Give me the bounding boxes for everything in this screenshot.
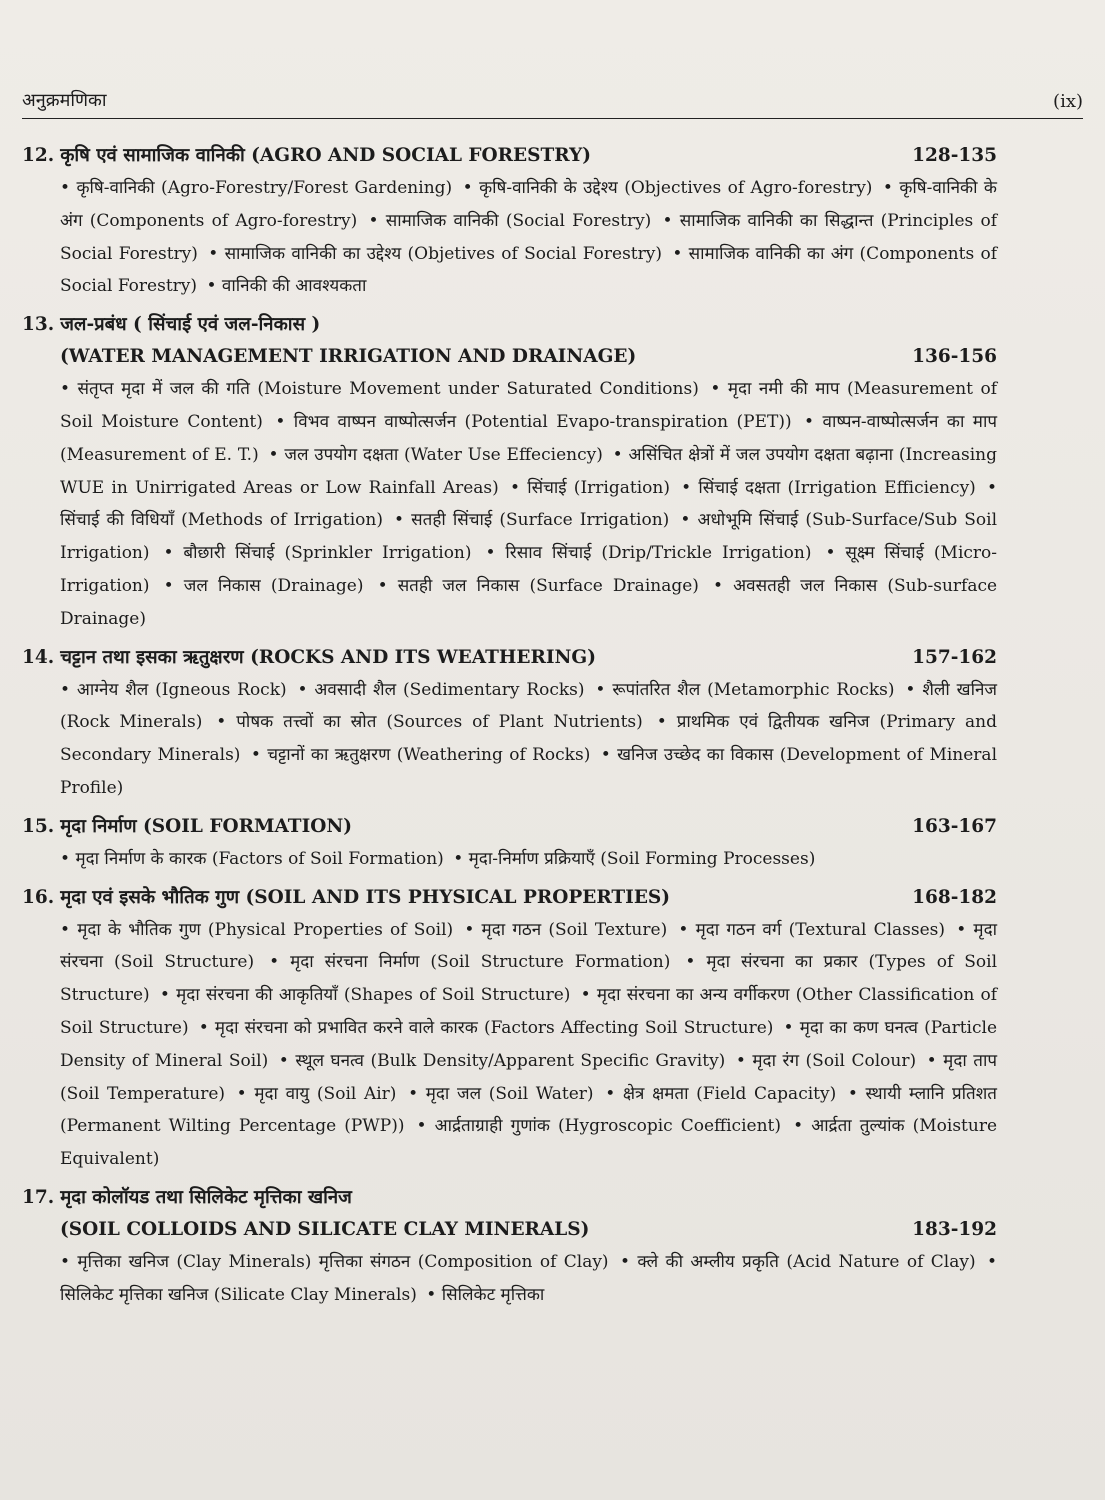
- toc-entry-topics: [22, 914, 997, 1176]
- toc-topic: • सतही जल निकास (Surface Drainage): [378, 576, 699, 596]
- toc-entry-title: चट्टान तथा इसका ऋतुक्षरण (ROCKS AND ITS WEATHERING): [60, 646, 596, 668]
- toc-topic: • मृदा संरचना का प्रकार (Types of Soil Structure): [60, 952, 997, 1005]
- toc-entry: [22, 882, 997, 1176]
- toc-topic: • अवसादी शैल (Sedimentary Rocks): [298, 680, 585, 700]
- toc-entry-title: जल-प्रबंध ( सिंचाई एवं जल-निकास ): [60, 314, 321, 336]
- toc-topic: • मृदा संरचना निर्माण (Soil Structure Formation): [269, 952, 670, 972]
- toc-topic: • चट्टानों का ऋतुक्षरण (Weathering of Rocks): [251, 745, 591, 765]
- toc-topic: • मृदा के भौतिक गुण (Physical Properties of Soil): [60, 920, 453, 940]
- toc-entry-pages: 168-182: [912, 886, 997, 908]
- toc-topic: • सिंचाई दक्षता (Irrigation Efficiency): [681, 478, 976, 498]
- toc-entry: [22, 642, 997, 805]
- toc-entry-heading: [22, 1182, 997, 1214]
- toc-topic: • मृदा वायु (Soil Air): [237, 1084, 397, 1104]
- toc-entry-number: 13.: [22, 314, 55, 336]
- toc-topic: • मृदा संरचना (Soil Structure): [60, 920, 997, 973]
- toc-topic: • मृदा रंग (Soil Colour): [736, 1051, 916, 1071]
- toc-topic: • सतही सिंचाई (Surface Irrigation): [394, 510, 669, 530]
- toc-topic: • मृदा-निर्माण प्रक्रियाएँ (Soil Forming Processes): [453, 849, 815, 869]
- toc-entry-subtitle: (WATER MANAGEMENT IRRIGATION AND DRAINAGE): [60, 346, 637, 368]
- toc-entry-heading: [22, 140, 997, 172]
- toc-topic: • स्थायी म्लानि प्रतिशत (Permanent Wilting Percentage (PWP)): [60, 1084, 997, 1137]
- toc-entry-pages: 163-167: [912, 815, 997, 837]
- toc-topic: • आर्द्रताग्राही गुणांक (Hygroscopic Coefficient): [417, 1116, 781, 1136]
- toc-topic: • सामाजिक वानिकी का अंग (Components of Social Forestry): [60, 244, 997, 297]
- toc-entry-topics: [22, 1246, 997, 1312]
- toc-topic: • पोषक तत्त्वों का स्रोत (Sources of Plant Nutrients): [216, 712, 643, 732]
- toc-entry-title: मृदा एवं इसके भौतिक गुण (SOIL AND ITS PHYSICAL PROPERTIES): [60, 886, 671, 908]
- toc-entry-pages: 128-135: [912, 145, 997, 166]
- toc-topic: • मृदा संरचना की आकृतियाँ (Shapes of Soil Structure): [160, 985, 571, 1005]
- toc-topic: • मृदा निर्माण के कारक (Factors of Soil Formation): [60, 849, 444, 869]
- toc-entry-number: 17.: [22, 1186, 55, 1208]
- toc-topic: • सामाजिक वानिकी का सिद्धान्त (Principles of Social Forestry): [60, 211, 997, 264]
- toc-entry-heading: [22, 642, 997, 674]
- toc-topic: • सूक्ष्म सिंचाई (Micro-Irrigation): [60, 543, 997, 596]
- toc-topic: • जल उपयोग दक्षता (Water Use Effeciency): [269, 445, 603, 465]
- toc-topic: • असिंचित क्षेत्रों में जल उपयोग दक्षता बढ़ाना (Increasing WUE in Unirrigated Areas or Low Rainfall Areas): [60, 445, 997, 498]
- toc-entry-title: मृदा निर्माण (SOIL FORMATION): [60, 815, 353, 837]
- toc-entry-subtitle: (SOIL COLLOIDS AND SILICATE CLAY MINERALS): [60, 1218, 590, 1240]
- toc-topic: • बौछारी सिंचाई (Sprinkler Irrigation): [163, 543, 471, 563]
- toc-topic: • वानिकी की आवश्यकता: [206, 276, 366, 296]
- toc-topic: • आग्नेय शैल (Igneous Rock): [60, 680, 287, 700]
- toc-entry: [22, 811, 997, 876]
- toc-entry: [22, 1182, 997, 1312]
- toc-topic: • सिंचाई की विधियाँ (Methods of Irrigation): [60, 478, 997, 531]
- table-of-contents: [22, 140, 997, 1318]
- toc-entry-pages: 136-156: [912, 346, 997, 368]
- toc-entry-subtitle-row: [22, 341, 997, 373]
- toc-topic: • विभव वाष्पन वाष्पोत्सर्जन (Potential Evapo-transpiration (PET)): [275, 412, 791, 432]
- toc-entry: [22, 140, 997, 303]
- toc-topic: • मृत्तिका खनिज (Clay Minerals) मृत्तिका संगठन (Composition of Clay): [60, 1252, 609, 1272]
- toc-topic: • सिंचाई (Irrigation): [510, 478, 670, 498]
- toc-topic: • शैली खनिज (Rock Minerals): [60, 680, 997, 733]
- toc-entry-topics: [22, 172, 997, 303]
- toc-entry-title: कृषि एवं सामाजिक वानिकी (AGRO AND SOCIAL FORESTRY): [60, 145, 592, 166]
- toc-topic: • मृदा संरचना को प्रभावित करने वाले कारक (Factors Affecting Soil Structure): [199, 1018, 774, 1038]
- toc-topic: • मृदा नमी की माप (Measurement of Soil Moisture Content): [60, 379, 997, 432]
- toc-entry-number: 14.: [22, 646, 55, 668]
- toc-entry-pages: 157-162: [912, 646, 997, 668]
- toc-topic: • मृदा जल (Soil Water): [408, 1084, 593, 1104]
- toc-topic: • रिसाव सिंचाई (Drip/Trickle Irrigation): [485, 543, 811, 563]
- toc-topic: • जल निकास (Drainage): [164, 576, 364, 596]
- toc-entry-subtitle-row: [22, 1214, 997, 1246]
- toc-entry-number: 12.: [22, 145, 55, 166]
- toc-topic: • सिलिकेट मृत्तिका: [426, 1285, 544, 1305]
- toc-topic: • स्थूल घनत्व (Bulk Density/Apparent Specific Gravity): [279, 1051, 726, 1071]
- toc-topic: • कृषि-वानिकी के अंग (Components of Agro-forestry): [60, 178, 997, 231]
- page-number: (ix): [1053, 91, 1083, 112]
- toc-topic: • मृदा संरचना का अन्य वर्गीकरण (Other Classification of Soil Structure): [60, 985, 997, 1038]
- page-header: [22, 82, 1083, 119]
- toc-topic: • आर्द्रता तुल्यांक (Moisture Equivalent): [60, 1116, 997, 1169]
- toc-entry-number: 15.: [22, 815, 55, 837]
- toc-topic: • क्ले की अम्लीय प्रकृति (Acid Nature of Clay): [620, 1252, 976, 1272]
- toc-entry-topics: [22, 843, 997, 876]
- toc-entry-heading: [22, 811, 997, 843]
- toc-topic: • कृषि-वानिकी (Agro-Forestry/Forest Gardening): [60, 178, 452, 198]
- toc-entry-title: मृदा कोलॉयड तथा सिलिकेट मृत्तिका खनिज: [60, 1186, 352, 1208]
- toc-topic: • रूपांतरित शैल (Metamorphic Rocks): [595, 680, 894, 700]
- toc-entry-heading: [22, 882, 997, 914]
- toc-topic: • मृदा गठन वर्ग (Textural Classes): [678, 920, 945, 940]
- toc-entry-number: 16.: [22, 886, 55, 908]
- toc-entry-topics: [22, 674, 997, 805]
- toc-topic: • अवसतही जल निकास (Sub-surface Drainage): [60, 576, 997, 629]
- header-title: अनुक्रमणिका: [22, 90, 107, 111]
- toc-topic: • अधोभूमि सिंचाई (Sub-Surface/Sub Soil Irrigation): [60, 510, 997, 563]
- toc-topic: • सामाजिक वानिकी का उद्देश्य (Objetives of Social Forestry): [208, 244, 662, 264]
- toc-topic: • प्राथमिक एवं द्वितीयक खनिज (Primary and Secondary Minerals): [60, 712, 997, 765]
- toc-entry-pages: 183-192: [912, 1218, 997, 1240]
- toc-topic: • सिलिकेट मृत्तिका खनिज (Silicate Clay Minerals): [60, 1252, 997, 1305]
- toc-topic: • खनिज उच्छेद का विकास (Development of Mineral Profile): [60, 745, 997, 798]
- toc-topic: • सामाजिक वानिकी (Social Forestry): [368, 211, 651, 231]
- toc-topic: • संतृप्त मृदा में जल की गति (Moisture Movement under Saturated Conditions): [60, 379, 699, 399]
- toc-topic: • मृदा गठन (Soil Texture): [464, 920, 667, 940]
- toc-topic: • कृषि-वानिकी के उद्देश्य (Objectives of Agro-forestry): [463, 178, 873, 198]
- toc-entry-topics: [22, 373, 997, 635]
- toc-entry-heading: [22, 309, 997, 341]
- toc-entry: [22, 309, 997, 635]
- toc-topic: • मृदा का कण घनत्व (Particle Density of Mineral Soil): [60, 1018, 997, 1071]
- toc-topic: • मृदा ताप (Soil Temperature): [60, 1051, 997, 1104]
- toc-topic: • क्षेत्र क्षमता (Field Capacity): [605, 1084, 836, 1104]
- toc-topic: • वाष्पन-वाष्पोत्सर्जन का माप (Measurement of E. T.): [60, 412, 997, 465]
